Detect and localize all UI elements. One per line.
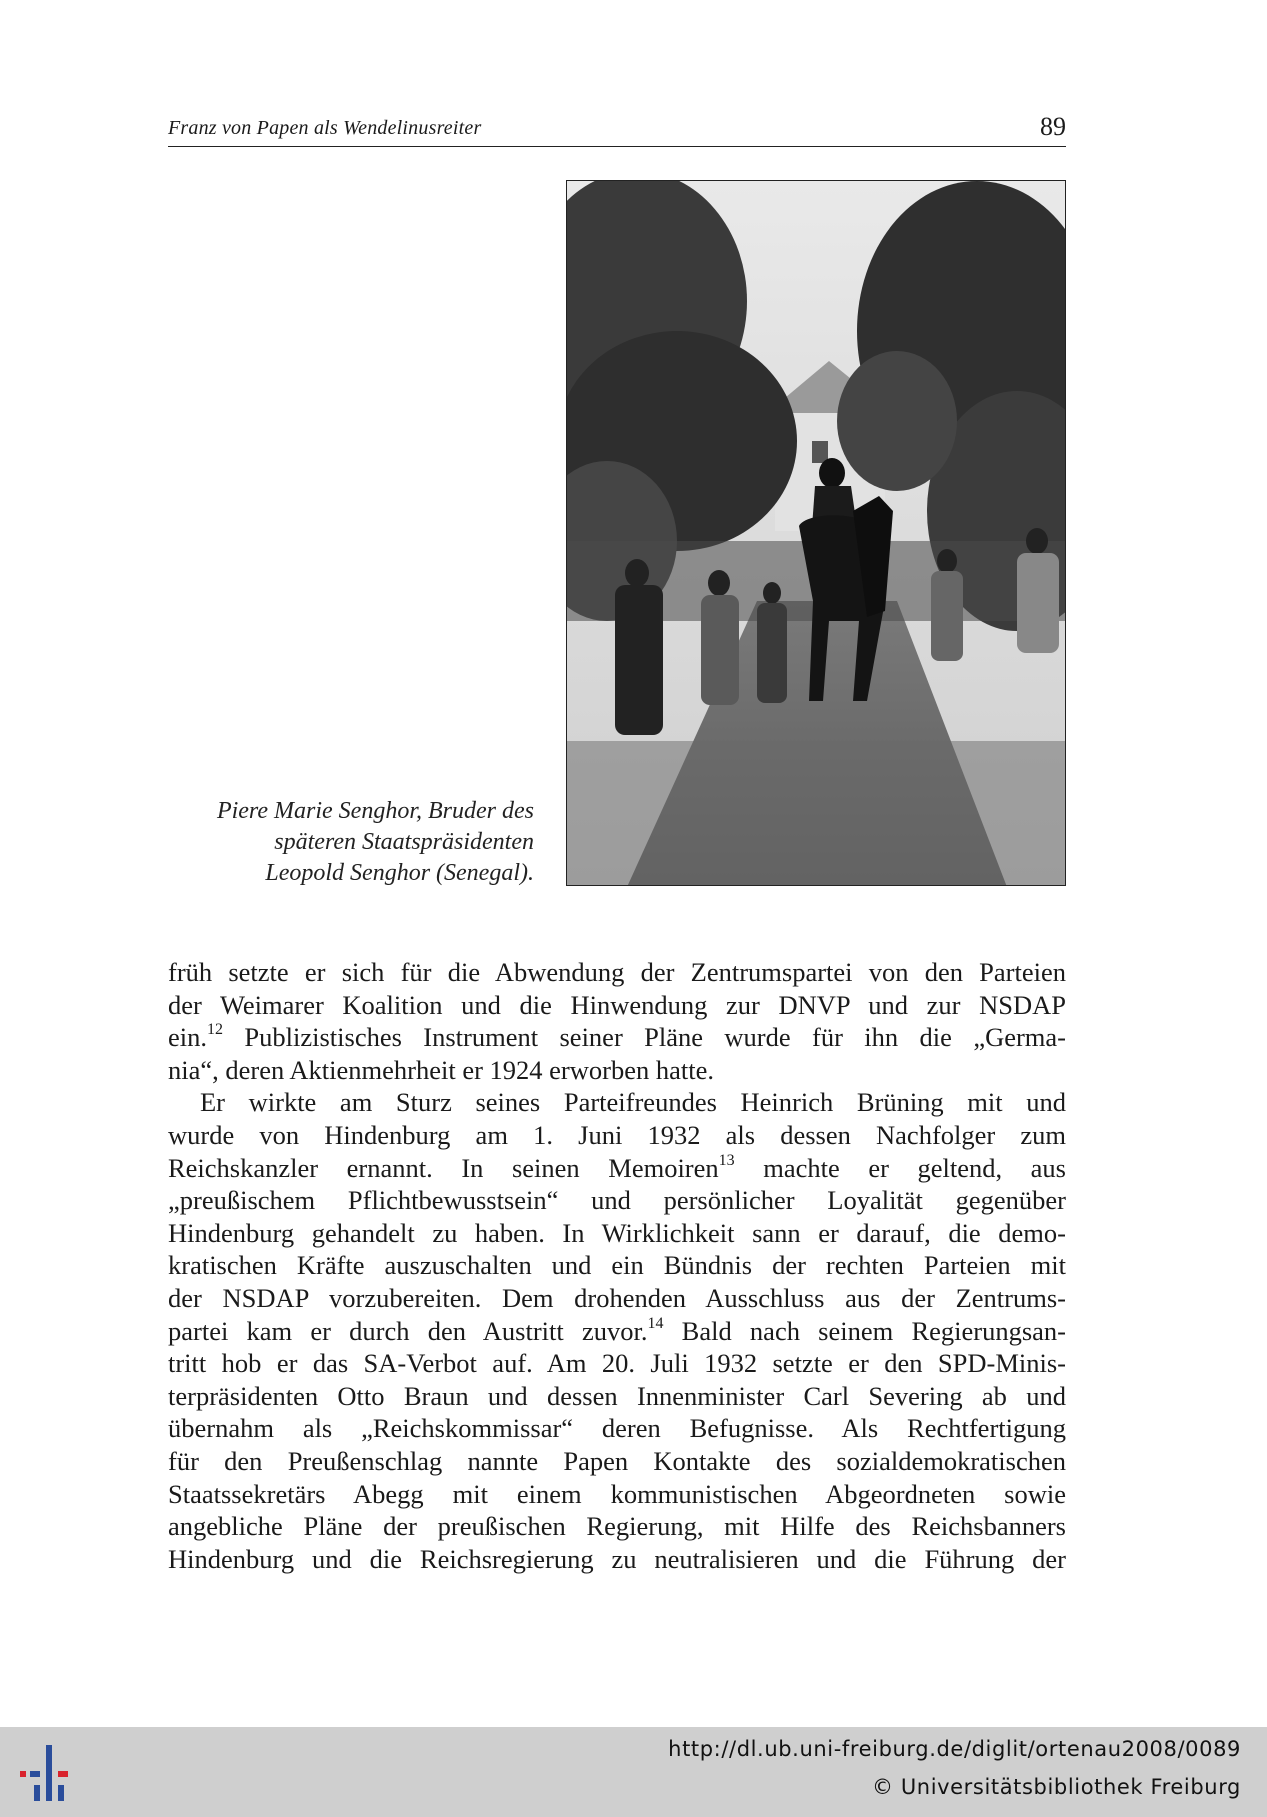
text-line: angebliche Pläne der preußischen Regierung, mit Hilfe des Reichsbanners — [168, 1511, 1066, 1542]
text-fragment: ein. — [168, 1022, 207, 1053]
text-line: früh setzte er sich für die Abwendung der Zentrumspartei von den Parteien — [168, 957, 1066, 987]
page-number: 89 — [1040, 112, 1066, 141]
library-footer — [0, 1727, 1267, 1817]
text-line: der Weimarer Koalition und die Hinwendung zur DNVP und zur NSDAP — [168, 989, 1066, 1020]
text-line — [168, 1152, 1066, 1185]
running-title: Franz von Papen als Wendelinusreiter — [168, 117, 482, 139]
text-line — [168, 1315, 1066, 1348]
text-line: tritt hob er das SA-Verbot auf. Am 20. Juli 1932 setzte er den SPD-Minis- — [168, 1348, 1066, 1379]
copyright-notice: © Universitätsbibliothek Freiburg — [871, 1775, 1241, 1799]
body-text — [168, 956, 1066, 1575]
source-url-link[interactable]: http://dl.ub.uni-freiburg.de/diglit/ortenau2008/0089 — [668, 1737, 1241, 1761]
caption-line: Piere Marie Senghor, Bruder des — [216, 798, 534, 824]
text-line: für den Preußenschlag nannte Papen Kontakte des sozialdemokratischen — [168, 1445, 1066, 1476]
text-fragment: Reichskanzler ernannt. In seinen Memoiren — [168, 1152, 719, 1183]
footnote-ref-13: 13 — [718, 1151, 735, 1169]
ub-freiburg-logo-icon — [16, 1741, 80, 1805]
text-line: „preußischem Pflichtbewusstsein“ und persönlicher Loyalität gegenüber — [168, 1185, 1066, 1216]
text-fragment: machte er geltend, aus — [734, 1152, 1066, 1183]
text-fragment: Bald nach seinem Regierungsan- — [663, 1315, 1066, 1346]
photograph-senghor-on-horse — [566, 180, 1066, 886]
text-line: Hindenburg gehandelt zu haben. In Wirklichkeit sann er darauf, die demo- — [168, 1217, 1066, 1248]
text-line: der NSDAP vorzubereiten. Dem drohenden Ausschluss aus der Zentrums- — [168, 1282, 1066, 1313]
text-line: übernahm als „Reichskommissar“ deren Befugnisse. Als Rechtfertigung — [168, 1413, 1066, 1444]
caption-line: Leopold Senghor (Senegal). — [265, 860, 534, 886]
text-fragment: partei kam er durch den Austritt zuvor. — [168, 1315, 648, 1346]
footnote-ref-12: 12 — [207, 1021, 223, 1039]
caption-line: späteren Staatspräsidenten — [274, 829, 534, 855]
text-line — [168, 1021, 1066, 1054]
text-line: nia“, deren Aktienmehrheit er 1924 erworben hatte. — [168, 1054, 714, 1085]
running-header — [168, 112, 1066, 147]
text-line: wurde von Hindenburg am 1. Juni 1932 als dessen Nachfolger zum — [168, 1119, 1066, 1150]
footnote-ref-14: 14 — [647, 1314, 664, 1332]
text-line: Hindenburg und die Reichsregierung zu neutralisieren und die Führung der — [168, 1543, 1066, 1574]
text-line: terpräsidenten Otto Braun und dessen Innenminister Carl Severing ab und — [168, 1380, 1066, 1411]
text-line: Staatssekretärs Abegg mit einem kommunistischen Abgeordneten sowie — [168, 1478, 1066, 1509]
text-line: kratischen Kräfte auszuschalten und ein Bündnis der rechten Parteien mit — [168, 1250, 1066, 1281]
figure-caption — [160, 796, 534, 889]
text-line: Er wirkte am Sturz seines Parteifreundes Heinrich Brüning mit und — [200, 1087, 1066, 1118]
text-fragment: Publizistisches Instrument seiner Pläne wurde für ihn die „Germa- — [223, 1022, 1066, 1053]
